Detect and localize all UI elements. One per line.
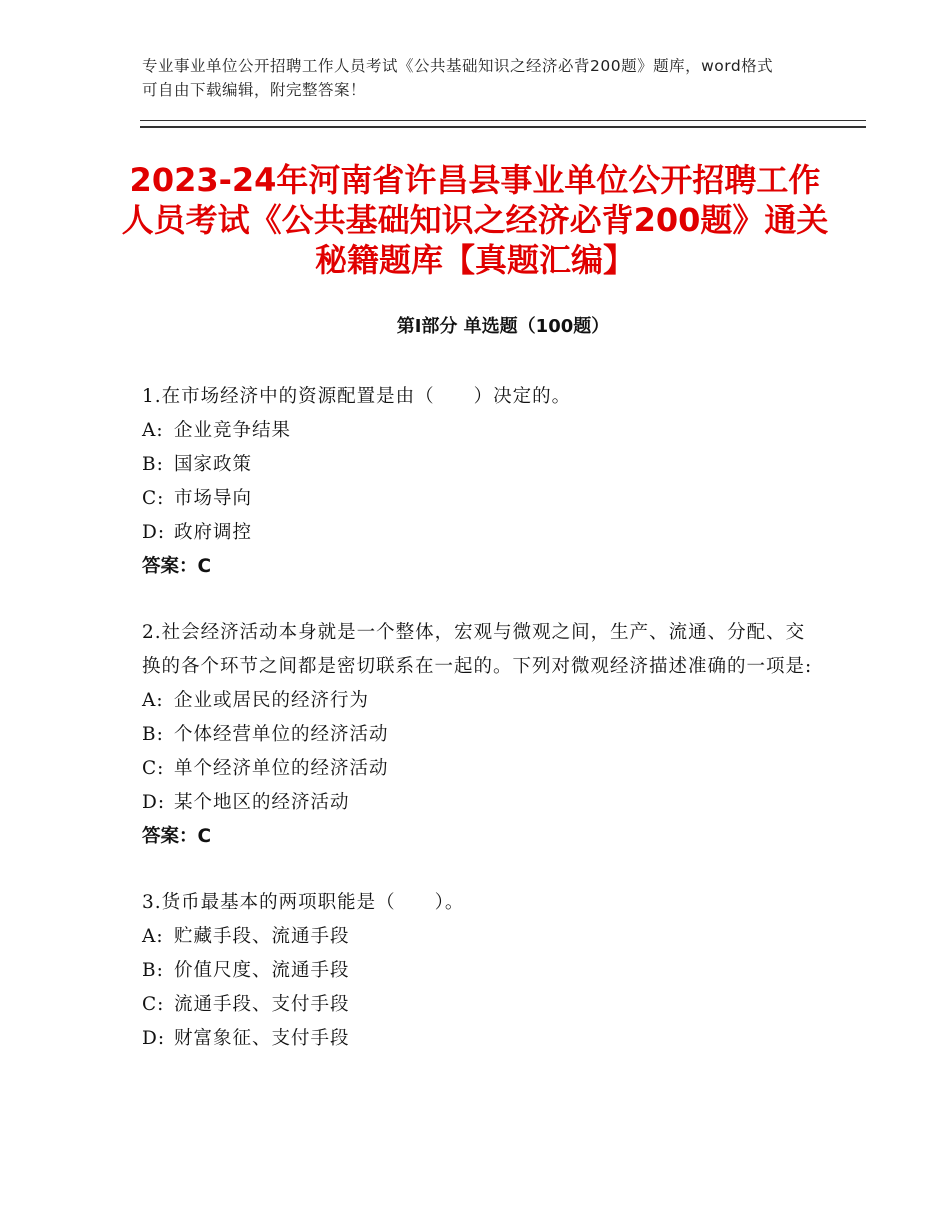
document-title: 2023-24年河南省许昌县事业单位公开招聘工作人员考试《公共基础知识之经济必背200题》通关秘籍题库【真题汇编】 (121, 161, 829, 279)
option-c (142, 988, 822, 1022)
question-2 (142, 616, 822, 854)
option-b (142, 448, 822, 482)
option-key: A: (142, 420, 164, 441)
option-key: C: (142, 488, 165, 509)
option-text: 国家政策 (174, 454, 253, 475)
option-text: 贮藏手段、流通手段 (174, 926, 350, 947)
option-key: A: (142, 926, 164, 947)
option-key: D: (142, 792, 166, 813)
option-key: C: (142, 758, 165, 779)
option-d (142, 1022, 822, 1056)
option-text: 财富象征、支付手段 (174, 1028, 350, 1049)
option-d (142, 516, 822, 550)
option-text: 政府调控 (174, 522, 253, 543)
option-text: 某个地区的经济活动 (174, 792, 350, 813)
section-heading: 第Ⅰ部分 单选题（100题） (396, 316, 610, 337)
option-text: 单个经济单位的经济活动 (174, 758, 389, 779)
option-key: B: (142, 724, 164, 745)
option-text: 流通手段、支付手段 (174, 994, 350, 1015)
option-text: 企业或居民的经济行为 (174, 690, 370, 711)
answer: 答案：C (142, 826, 212, 847)
question-1 (142, 380, 822, 584)
option-text: 价值尺度、流通手段 (174, 960, 350, 981)
option-c (142, 482, 822, 516)
option-b (142, 954, 822, 988)
question-text: 2.社会经济活动本身就是一个整体，宏观与微观之间，生产、流通、分配、交换的各个环节之间都是密切联系在一起的。下列对微观经济描述准确的一项是: (142, 622, 813, 677)
option-a (142, 920, 822, 954)
answer: 答案：C (142, 556, 212, 577)
option-d (142, 786, 822, 820)
option-text: 企业竞争结果 (174, 420, 292, 441)
option-key: B: (142, 454, 164, 475)
question-text: 3.货币最基本的两项职能是（ ）。 (142, 892, 465, 913)
question-text: 1.在市场经济中的资源配置是由（ ）决定的。 (142, 386, 572, 407)
header-note: 专业事业单位公开招聘工作人员考试《公共基础知识之经济必背200题》题库，word格式可自由下载编辑，附完整答案！ (142, 57, 774, 99)
option-b (142, 718, 822, 752)
option-key: D: (142, 522, 166, 543)
option-key: D: (142, 1028, 166, 1049)
option-c (142, 752, 822, 786)
option-text: 市场导向 (174, 488, 253, 509)
option-text: 个体经营单位的经济活动 (174, 724, 389, 745)
header-divider (140, 120, 866, 128)
question-list (142, 380, 822, 1088)
option-a (142, 684, 822, 718)
option-a (142, 414, 822, 448)
option-key: B: (142, 960, 164, 981)
option-key: C: (142, 994, 165, 1015)
question-3 (142, 886, 822, 1056)
option-key: A: (142, 690, 164, 711)
